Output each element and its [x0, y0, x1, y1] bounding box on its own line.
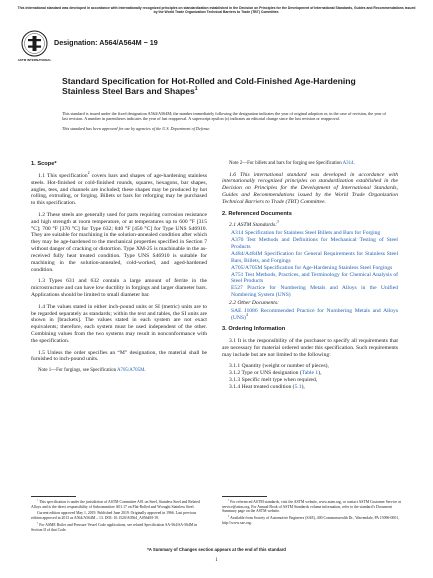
ordering-information-heading: 3. Ordering Information [222, 326, 286, 333]
footnote-3-mark: 3 [228, 498, 230, 502]
reference-item [222, 265, 398, 272]
footnote-2-text: For ASME Boiler and Pressure Vessel Code applications, see related Specification SA-564/SA-564M in Section II of that Code. [31, 522, 198, 532]
reference-item [222, 251, 398, 265]
reference-description[interactable]: Specification for Stainless Steel Billets and Bars for Forging [244, 230, 381, 237]
scope-heading: 1. Scope* [31, 161, 57, 167]
note-1-text: Note 1—For forgings, see Specification [38, 367, 117, 373]
reference-item [222, 285, 398, 299]
footnote-4-mark: 4 [228, 514, 230, 518]
reference-list [222, 230, 398, 299]
reference-code-link[interactable]: A370 [231, 237, 244, 244]
title-text: Standard Specification for Hot-Rolled and Cold-Finished Age-Hardening Stainless Steel Bars and Shapes [62, 76, 356, 96]
international-standard-notice: This international standard was developed in accordance with internationally recognized principles on standardization established in the Decision on Principles for the Development of International Standards, Guides and Recommendations issued by the World Trade Organization Technical Barriers to Trade (TBT) Committee. [17, 6, 416, 15]
item-3-1-3: 3.1.3 Specific melt type when required, [229, 377, 318, 384]
item-3-1-4-end: ), [301, 384, 305, 391]
reference-item [222, 237, 398, 251]
logo-text: ASTM INTERNATIONAL [17, 58, 52, 62]
footnotes-right [222, 500, 403, 528]
footnote-1-mark: 1 [37, 498, 39, 502]
right-column [222, 161, 398, 391]
note-1-end: . [144, 367, 146, 373]
reference-description[interactable]: Specification for Age-Hardening Stainless Steel Forgings [263, 264, 393, 271]
para-1-2: 1.2 These steels are generally used for parts requiring corrosion resistance and high strength at room temperature, or at temperatures up to 600 °F [315 °C]; 700 °F [370 °C] for Type 632; 840 °F [450 °C] for Type UNS S46910. They are suitable for machining in the solution-annealed condition after which they may be age-hardened to the mechanical properties specified in Section 7 without danger of cracking or distortion. Type XM-25 is machinable in the as-received fully heat treated condition. Type UNS S46910 is suitable for machining in the solution-annealed, cold-worked, and aged-hardened condition. [31, 211, 207, 273]
footnote-mark-4: 4 [245, 313, 248, 318]
footnote-2 [31, 523, 207, 532]
link-table-1[interactable]: Table 1 [301, 370, 319, 377]
reference-description[interactable]: Practice for Numbering Metals and Alloys in the Unified Numbering System (UNS) [231, 285, 398, 299]
footnote-1 [31, 500, 207, 509]
footnote-4-text: Available from Society of Automotive Engineers (SAE), 400 Commonwealth Dr., Warrendale, PA 15096-0001, http://www.sae.org. [222, 516, 400, 525]
note-2-text: Note 2—For billets and bars for forging see Specification [229, 161, 343, 166]
link-a705[interactable]: A705/A705M [116, 367, 145, 373]
link-a314-note[interactable]: A314 [342, 161, 354, 166]
reference-code-link[interactable]: E527 [231, 285, 243, 292]
para-3-1: 3.1 It is the responsibility of the purchaser to specify all requirements that are necessary for material ordered under this specification. Such requirements may include but are not limited to the following: [222, 338, 398, 358]
footnotes-left [31, 500, 207, 534]
footnote-mark-2: 2 [87, 170, 90, 175]
reference-item [222, 272, 398, 286]
summary-of-changes-note: *A Summary of Changes section appears at the end of this standard [147, 547, 286, 552]
note-1 [31, 368, 207, 374]
reference-code-link[interactable]: A705/A705M [231, 264, 263, 271]
para-1-1-text-cont: covers bars and shapes of age-hardening stainless steels. Hot-finished or cold-finished rounds, squares, hexagons, bar shapes, angles, tees, and channels are included; these shapes may be produced by hot rolling, extruding, or forging. Billets or bars for reforging may be purchased to this specification. [31, 172, 207, 207]
footnote-4 [222, 516, 403, 525]
reference-description[interactable]: Test Methods and Definitions for Mechanical Testing of Steel Products [231, 237, 398, 250]
para-1-6: 1.6 This international standard was developed in accordance with internationally recognized principles on standardization established in the Decision on Principles for the Development of International Standards, Guides and Recommendations issued by the World Trade Organization Technical Barriers to Trade (TBT) Committee. [222, 171, 398, 206]
sae-description[interactable]: Recommended Practice for Numbering Metals and Alloys (UNS) [231, 308, 398, 322]
item-3-1-2-text: 3.1.2 Type or UNS designation ( [229, 370, 302, 377]
reference-code-link[interactable]: A484/A484M [231, 250, 263, 257]
reference-code-link[interactable]: A751 [231, 271, 244, 278]
link-section-5-1[interactable]: 5.1 [294, 384, 302, 391]
astm-label-text: 2.1 ASTM Standards: [229, 222, 278, 229]
footnote-mark-3: 3 [277, 220, 279, 225]
designation: Designation: A564/A564M − 19 [54, 38, 158, 47]
dod-approval-note: This standard has been approved for use by agencies of the U.S. Department of Defense. [62, 125, 211, 131]
left-column [31, 161, 207, 378]
item-3-1-4 [222, 384, 398, 391]
item-3-1-4-text: 3.1.4 Heat treated condition ( [229, 384, 295, 391]
reference-description[interactable]: Specification for General Requirements for Stainless Steel Bars, Billets, and Forgings [231, 250, 398, 264]
astm-logo-icon [17, 30, 52, 63]
para-1-3: 1.3 Types 631 and 632 contain a large amount of ferrite in the microstructure and can have low ductility in forgings and larger diameter bars. Applications should be limited to small diameter bar. [31, 278, 207, 299]
para-1-1-text: 1.1 This specification [38, 172, 88, 179]
designation-abstract [62, 111, 392, 131]
note-2 [222, 161, 398, 167]
footnote-3-text: For referenced ASTM standards, visit the ASTM website, www.astm.org, or contact ASTM Customer Service at service@astm.org. For Annual Book of ASTM Standards volume information, refer to the standard’s Document Summary page on the ASTM website. [222, 500, 401, 514]
footnote-1b: Current edition approved May 1, 2019. Published June 2019. Originally approved in 1966. Last previous edition approved in 2013 as A564/A564M – 13. DOI: 10.1520/A0564_A0564M-19. [31, 511, 197, 521]
footnote-rule-left [31, 496, 76, 497]
reference-code-link[interactable]: A314 [231, 230, 244, 237]
para-1-4: 1.4 The values stated in either inch-pound units or SI (metric) units are to be regarded separately as standards; within the text and tables, the SI units are shown in [brackets]. The values stated in each system are not exact equivalents; therefore, each system must be used independent of the other. Combining values from the two systems may result in nonconformance with the specification. [31, 303, 207, 345]
astm-standards-label [222, 222, 398, 229]
footnote-3 [222, 500, 403, 514]
title-footnote-mark: 1 [194, 86, 198, 93]
footnote-2-mark: 2 [37, 521, 39, 525]
reference-description[interactable]: Test Methods, Practices, and Terminology for Chemical Analysis of Steel Products [231, 271, 398, 285]
link-sae-j1086[interactable]: SAE J1086 [231, 308, 258, 315]
reference-sae [222, 308, 398, 322]
note-2-end: . [353, 161, 355, 166]
footnote-1-text: This specification is under the jurisdiction of ASTM Committee A01 on Steel, Stainless Steel and Related Alloys and is the direct responsibility of Subcommittee A01.17 on Flat-Rolled and Wrought Stainless Steel. [31, 500, 200, 509]
item-3-1-2-end: ), [318, 370, 322, 377]
para-1-1 [31, 170, 207, 208]
para-1-5: 1.5 Unless the order specifies an “M” designation, the material shall be furnished to inch-pound units. [31, 349, 207, 363]
abstract-paragraph: This standard is issued under the fixed designation A564/A564M; the number immediately following the designation indicates the year of original adoption or, in the case of revision, the year of last revision. A number in parentheses indicates the year of last reapproval. A superscript epsilon (ε) indicates an editorial change since the last revision or reapproval. [62, 111, 386, 122]
document-title [62, 76, 392, 96]
referenced-documents-heading: 2. Referenced Documents [222, 210, 292, 217]
page-number: 1 [215, 558, 218, 563]
other-documents-label: 2.2 Other Documents: [229, 300, 279, 307]
footnote-rule-right [222, 496, 267, 497]
reference-item [222, 230, 398, 237]
item-3-1-1: 3.1.1 Quantity (weight or number of pieces), [229, 363, 329, 370]
